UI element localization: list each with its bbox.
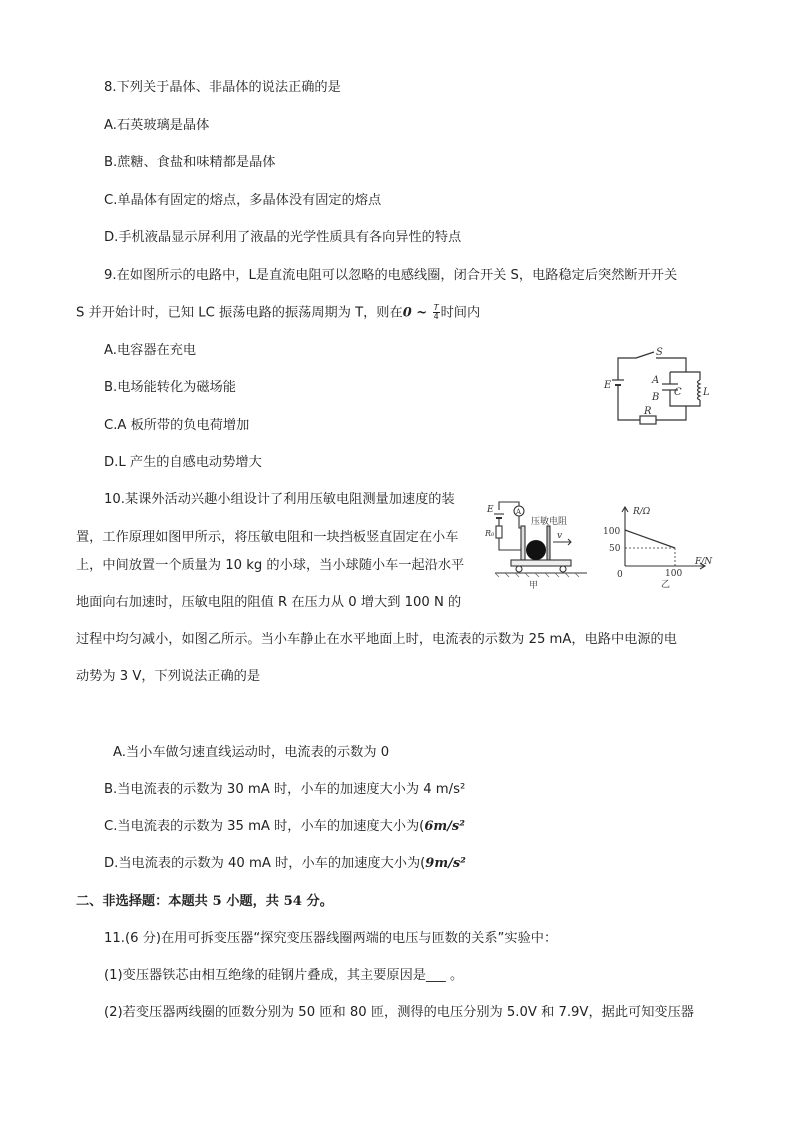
jia-label-a: A (516, 508, 522, 516)
ball (526, 540, 546, 560)
wheel-left (516, 566, 522, 572)
q8-option-b: B.蔗糖、食盐和味精都是晶体 (104, 155, 276, 170)
q8-option-c: C.单晶体有固定的熔点，多晶体没有固定的熔点 (104, 193, 382, 208)
q10-stem-line6: 动势为 3 V，下列说法正确的是 (76, 669, 261, 684)
q10-figure-jia (485, 494, 591, 590)
q9-option-a: A.电容器在充电 (104, 343, 197, 358)
q11-part1: (1)变压器铁芯由相互绝缘的硅钢片叠成，其主要原因是___ 。 (104, 968, 464, 983)
pressure-sensor (521, 526, 525, 560)
q10-stem-line2: 置，工作原理如图甲所示，将压敏电阻和一块挡板竖直固定在小车 (76, 530, 459, 545)
label-b: B (652, 392, 660, 403)
q9-option-d: D.L 产生的自感电动势增大 (104, 455, 262, 470)
yi-caption: 乙 (661, 580, 671, 588)
resistor-r (640, 416, 656, 424)
q10-stem-line4: 地面向右加速时，压敏电阻的阻值 R 在压力从 0 增大到 100 N 的 (76, 595, 462, 610)
jia-label-e: E (487, 505, 494, 515)
yi-tick-y50: 50 (609, 544, 621, 554)
q8-option-a: A.石英玻璃是晶体 (104, 118, 210, 133)
resistor-r0 (496, 526, 502, 538)
q8-option-d: D.手机液晶显示屏利用了液晶的光学性质具有各向异性的特点 (104, 230, 462, 245)
q10-option-c-text: C.当电流表的示数为 35 mA 时，小车的加速度大小为( (104, 819, 425, 834)
baffle-plate (547, 526, 550, 560)
label-r: R (644, 406, 652, 417)
label-c: C (674, 387, 682, 398)
section2-heading: 二、非选择题：本题共 5 小题，共 54 分。 (76, 894, 333, 909)
q9-stem-line1: 9.在如图所示的电路中，L是直流电阻可以忽略的电感线圈，闭合开关 S，电路稳定后突然断开开关 (104, 268, 678, 283)
jia-label-r0: R₀ (485, 529, 495, 538)
label-s: S (656, 347, 663, 358)
q9-interval-start: 0 ~ (402, 305, 432, 321)
inductor-l (698, 380, 701, 400)
yi-tick-x0: 0 (617, 570, 623, 580)
q10-stem-line1: 10.某课外活动兴趣小组设计了利用压敏电阻测量加速度的装 (104, 492, 455, 507)
q10-stem-line3: 上，中间放置一个质量为 10 kg 的小球，当小球随小车一起沿水平 (76, 558, 465, 573)
label-a: A (652, 375, 660, 386)
q10-option-d-text: D.当电流表的示数为 40 mA 时，小车的加速度大小为( (104, 856, 426, 871)
label-e: E (604, 380, 612, 391)
q8-stem: 8.下列关于晶体、非晶体的说法正确的是 (104, 80, 341, 95)
label-l: L (703, 387, 710, 398)
q9-frac-den: 4 (433, 312, 439, 321)
q9-option-c: C.A 板所带的负电荷增加 (104, 418, 250, 433)
q11-part2: (2)若变压器两线圈的匝数分别为 50 匝和 80 匝，测得的电压分别为 5.0V 和 7.9V，据此可知变压器 (104, 1005, 694, 1020)
q9-fraction (433, 304, 440, 321)
yi-tick-x100: 100 (665, 569, 683, 579)
q9-stem-line2-pre: S 并开始计时，已知 LC 振荡电路的振荡周期为 T，则在 (76, 305, 403, 321)
q11-stem: 11.(6 分)在用可拆变压器“探究变压器线圈两端的电压与匝数的关系”实验中： (104, 931, 558, 946)
q10-option-a: A.当小车做匀速直线运动时，电流表的示数为 0 (113, 745, 390, 760)
q9-stem-line2 (76, 304, 480, 323)
q9-stem-line2-post: 时间内 (440, 305, 481, 321)
cart (511, 560, 571, 566)
q9-option-b: B.电场能转化为磁场能 (104, 380, 236, 395)
q9-circuit-diagram (600, 344, 710, 428)
jia-label-sensor: 压敏电阻 (531, 517, 568, 527)
q10-option-d (104, 855, 466, 873)
q10-option-d-math: 9m/s² (425, 856, 466, 871)
yi-ylabel: R/Ω (633, 507, 651, 517)
q10-stem-line5: 过程中均匀减小，如图乙所示。当小车静止在水平地面上时，电流表的示数为 25 mA，电路中电源的电 (76, 632, 677, 647)
q10-option-c-math: 6m/s² (424, 819, 465, 834)
jia-caption: 甲 (529, 581, 539, 590)
q10-option-b: B.当电流表的示数为 30 mA 时，小车的加速度大小为 4 m/s² (104, 782, 466, 797)
wheel-right (560, 566, 566, 572)
q9-frac-num: T (433, 303, 439, 312)
q10-figure-yi-chart (595, 500, 717, 588)
yi-xlabel: F/N (695, 557, 713, 567)
jia-label-v: v (557, 531, 563, 541)
q10-option-c (104, 818, 465, 836)
r-f-series-line (625, 530, 675, 548)
switch-s (636, 352, 654, 358)
yi-tick-y100: 100 (603, 527, 621, 537)
